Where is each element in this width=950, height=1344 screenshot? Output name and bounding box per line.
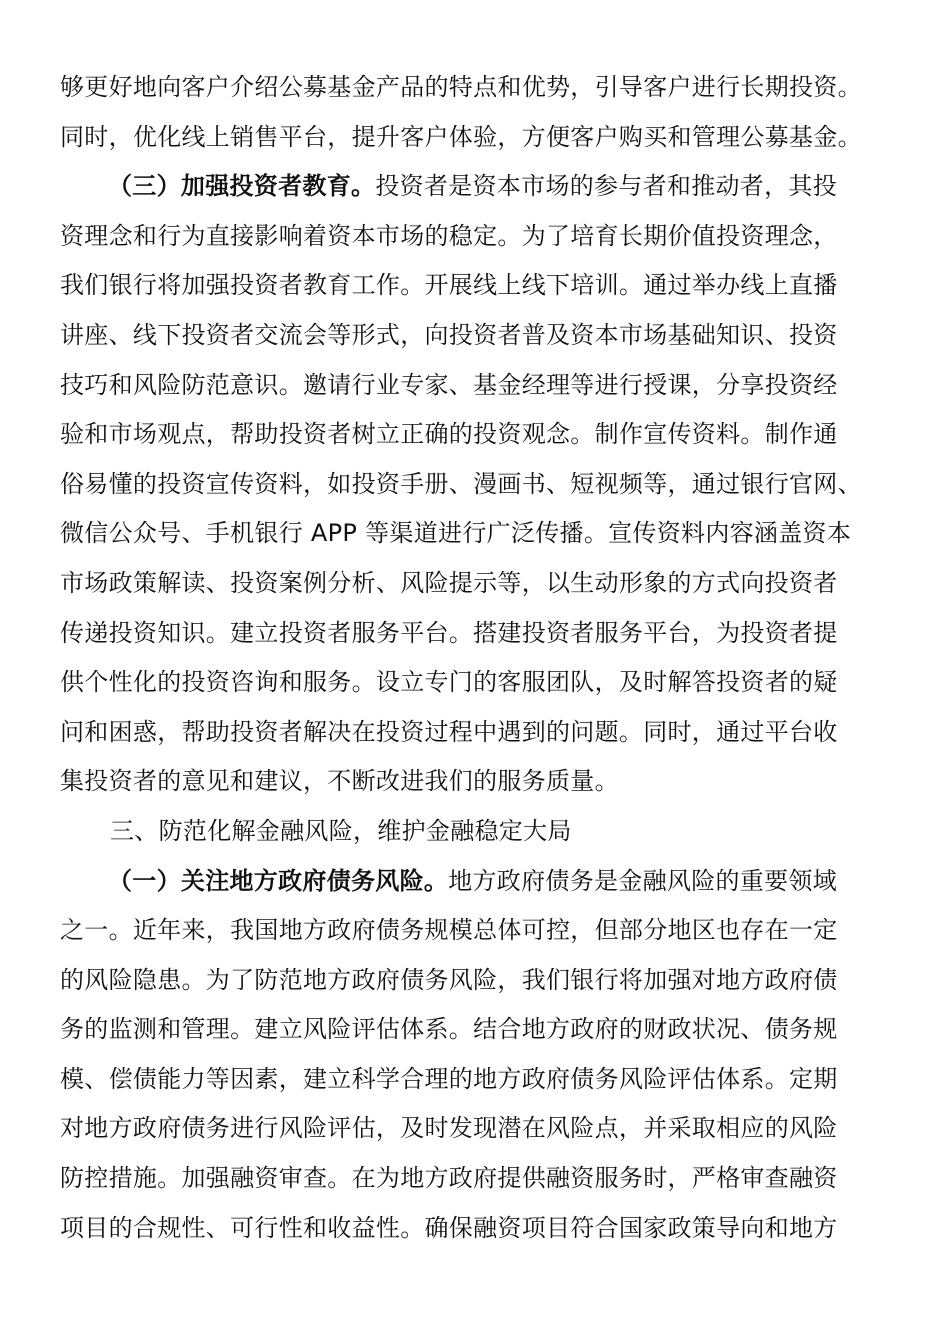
paragraph-line: 我们银行将加强投资者教育工作。开展线上线下培训。通过举办线上直播	[60, 271, 838, 300]
paragraph-line: 验和市场观点，帮助投资者树立正确的投资观念。制作宣传资料。制作通	[60, 420, 838, 449]
paragraph-text: 投资者是资本市场的参与者和推动者，其投	[375, 172, 838, 201]
paragraph-line: 俗易懂的投资宣传资料，如投资手册、漫画书、短视频等，通过银行官网、	[60, 469, 862, 498]
section-1-first-line	[60, 857, 890, 907]
paragraph-text: 地方政府债务是金融风险的重要领域	[448, 866, 838, 895]
paragraph-line: 务的监测和管理。建立风险评估体系。结合地方政府的财政状况、债务规	[60, 1015, 838, 1044]
paragraph-line: 之一。近年来，我国地方政府债务规模总体可控，但部分地区也存在一定	[60, 916, 838, 945]
paragraph-line: 供个性化的投资咨询和服务。设立专门的客服团队，及时解答投资者的疑	[60, 668, 838, 697]
paragraph-line: 集投资者的意见和建议，不断改进我们的服务质量。	[60, 767, 619, 796]
paragraph-line: 问和困惑，帮助投资者解决在投资过程中遇到的问题。同时，通过平台收	[60, 717, 838, 746]
paragraph-line: 防控措施。加强融资审查。在为地方政府提供融资服务时，严格审查融资	[60, 1164, 838, 1193]
paragraph-line: 够更好地向客户介绍公募基金产品的特点和优势，引导客户进行长期投资。	[60, 73, 862, 101]
section-title: 三、防范化解金融风险，维护金融稳定大局	[110, 816, 572, 845]
section-3-first-line	[60, 162, 890, 212]
paragraph-line: 项目的合规性、可行性和收益性。确保融资项目符合国家政策导向和地方	[60, 1213, 838, 1242]
paragraph-line: 传递投资知识。建立投资者服务平台。搭建投资者服务平台，为投资者提	[60, 618, 838, 647]
paragraph-line: 的风险隐患。为了防范地方政府债务风险，我们银行将加强对地方政府债	[60, 965, 838, 994]
paragraph-line: 对地方政府债务进行风险评估，及时发现潜在风险点，并采取相应的风险	[60, 1114, 838, 1143]
paragraph-line: 技巧和风险防范意识。邀请行业专家、基金经理等进行授课，分享投资经	[60, 370, 838, 399]
paragraph-line: 微信公众号、手机银行 APP 等渠道进行广泛传播。宣传资料内容涵盖资本	[60, 519, 852, 548]
subsection-heading: （一）关注地方政府债务风险。	[108, 866, 449, 895]
paragraph-line: 市场政策解读、投资案例分析、风险提示等，以生动形象的方式向投资者	[60, 568, 838, 597]
paragraph-line: 资理念和行为直接影响着资本市场的稳定。为了培育长期价值投资理念，	[60, 221, 838, 250]
subsection-heading: （三）加强投资者教育。	[108, 172, 376, 201]
paragraph-line: 模、偿债能力等因素，建立科学合理的地方政府债务风险评估体系。定期	[60, 1064, 838, 1093]
paragraph-line: 同时，优化线上销售平台，提升客户体验，方便客户购买和管理公募基金。	[60, 122, 862, 151]
document-page	[60, 63, 890, 1253]
paragraph-line: 讲座、线下投资者交流会等形式，向投资者普及资本市场基础知识、投资	[60, 320, 838, 349]
